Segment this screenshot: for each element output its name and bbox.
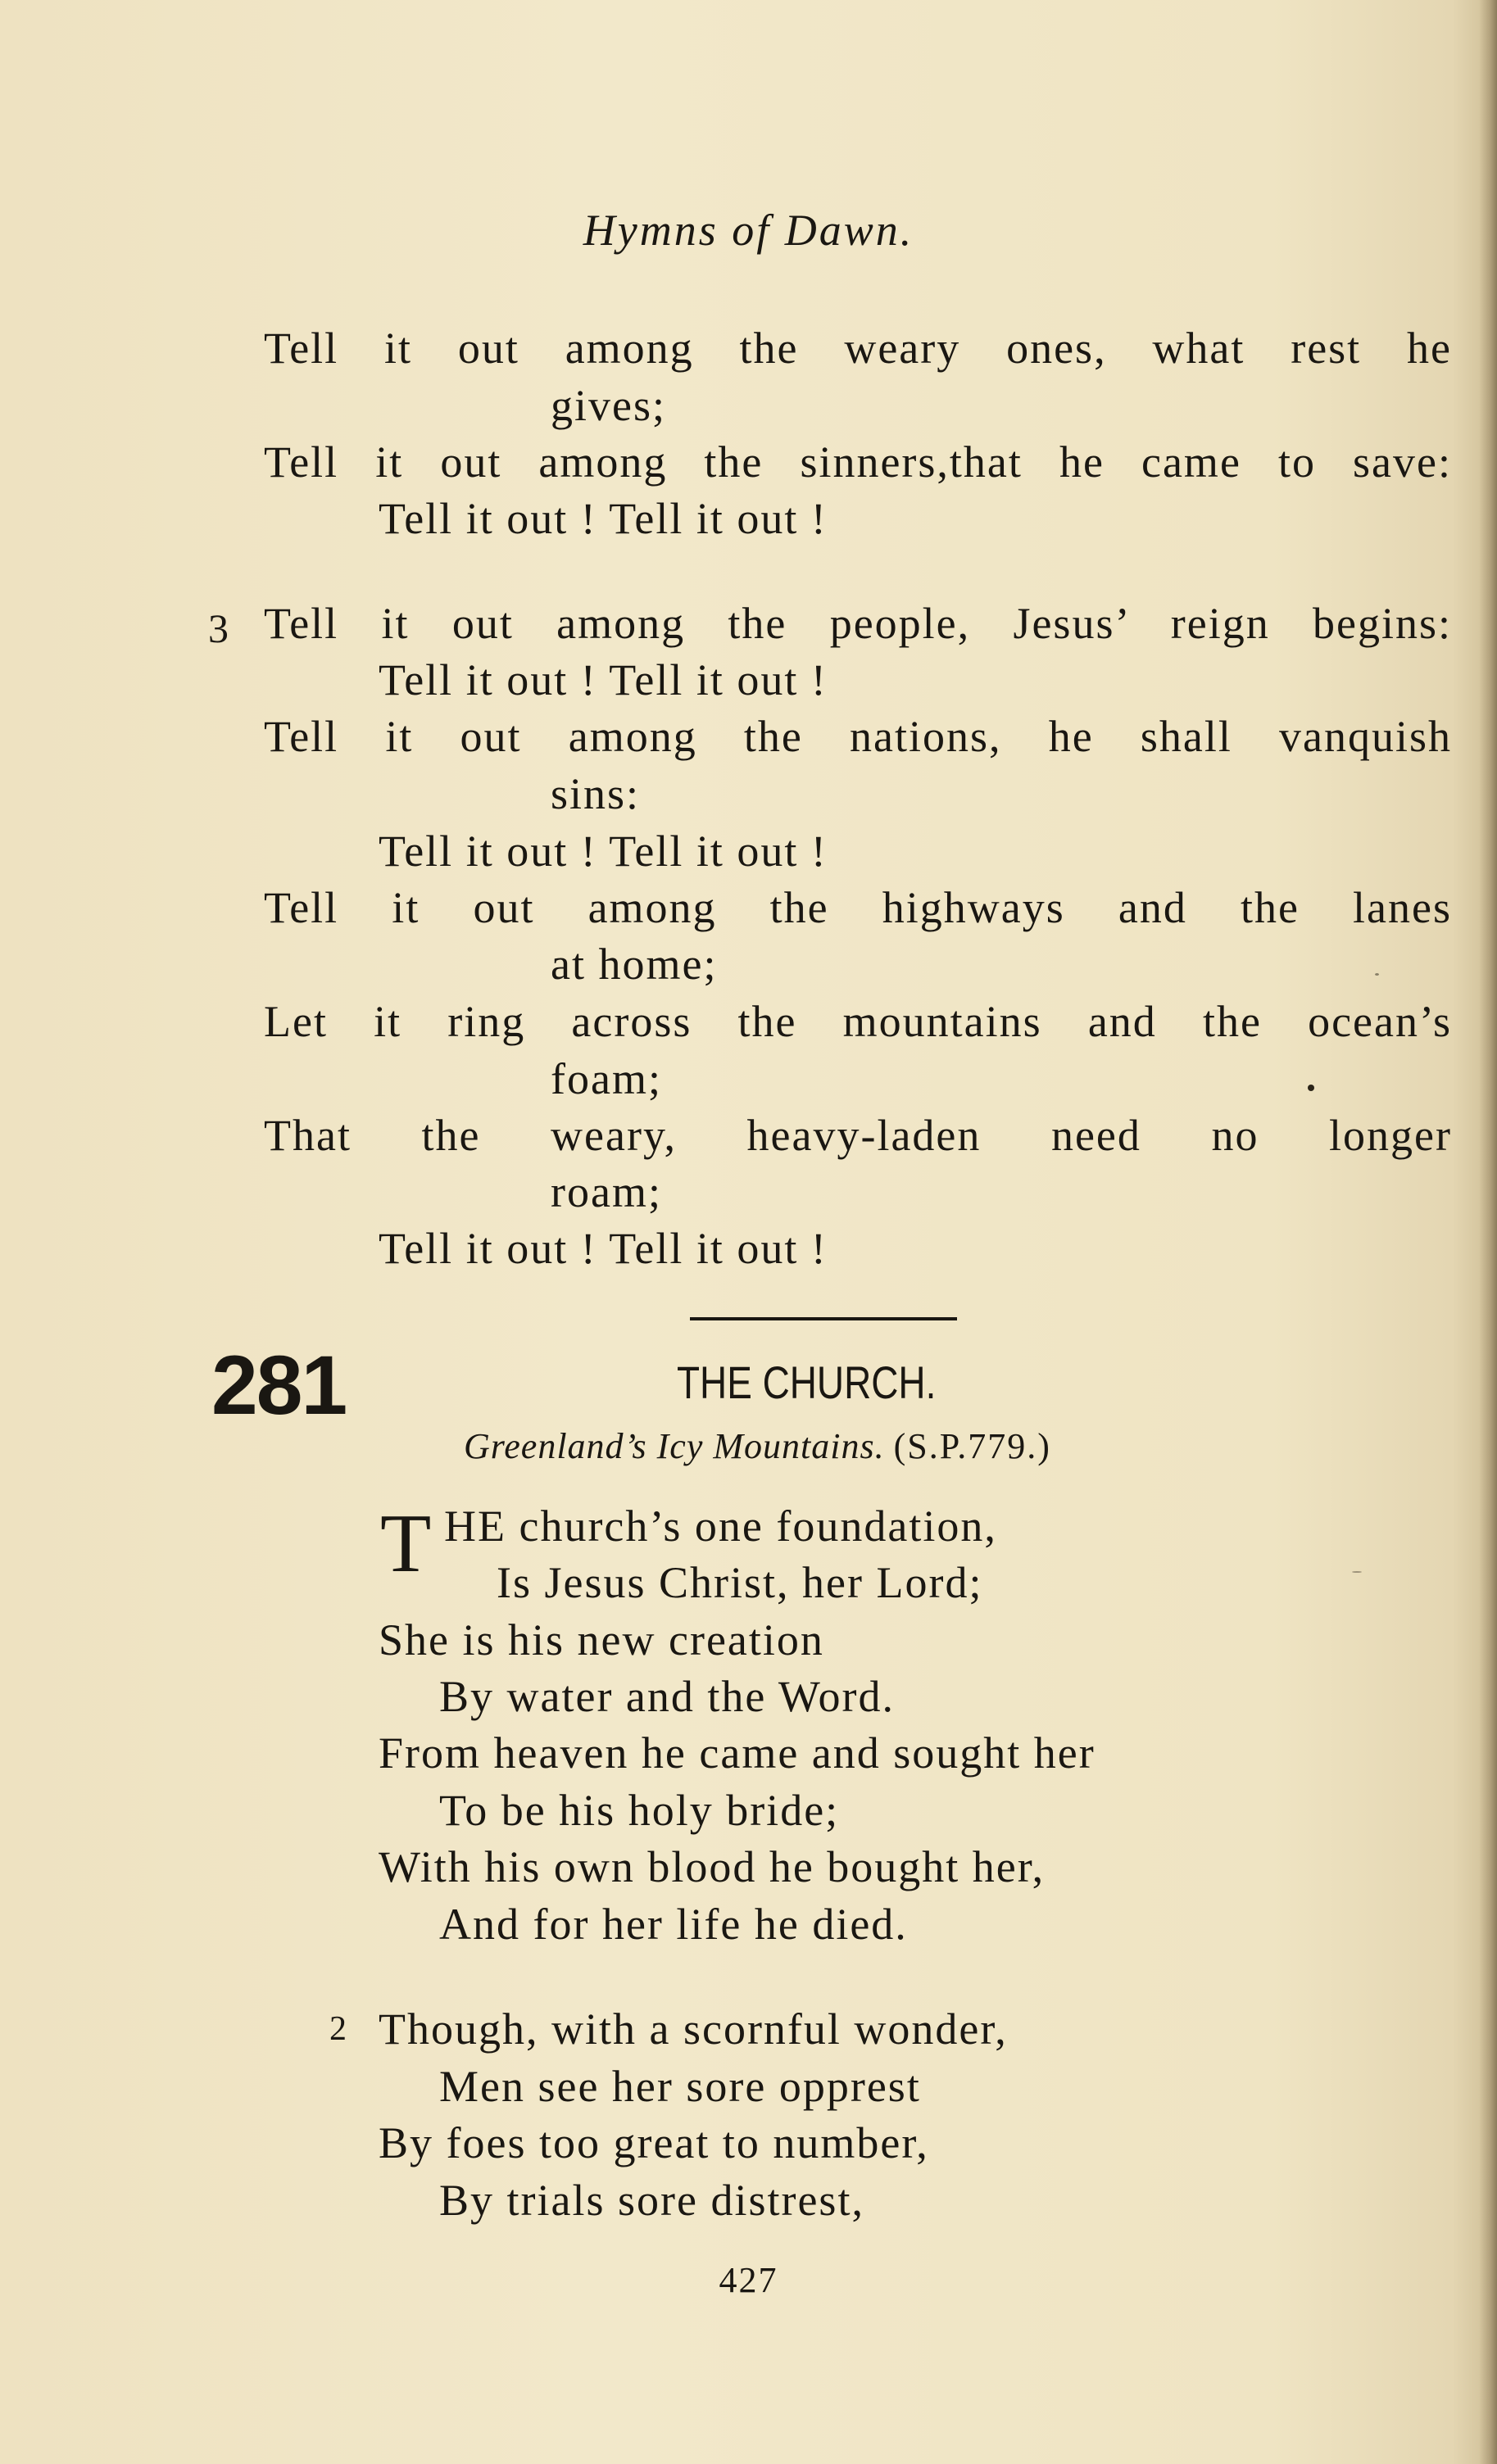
verse-line: Tell it out among the weary ones, what rest he xyxy=(264,324,1452,373)
verse-line: From heaven he came and sought her xyxy=(379,1728,1096,1778)
verse-line: With his own blood he bought her, xyxy=(379,1842,1046,1891)
page-number: 427 xyxy=(719,2260,778,2300)
verse-line: And for her life he died. xyxy=(439,1900,908,1949)
verse-line: Tell it out among the people, Jesus’ reign begins: xyxy=(264,599,1452,648)
refrain-line: Tell it out ! Tell it out ! xyxy=(379,655,828,704)
verse-line: gives; xyxy=(551,381,666,430)
verse-line: That the weary, heavy-laden need no longer xyxy=(264,1111,1452,1160)
verse-line: HE church’s one foundation, xyxy=(444,1502,997,1551)
verse-line: Tell it out among the nations, he shall vanquish xyxy=(264,712,1452,761)
verse-line: Tell it out among the highways and the lanes xyxy=(264,883,1452,932)
verse-number: 3 xyxy=(208,605,229,651)
refrain-line: Tell it out ! Tell it out ! xyxy=(379,1224,828,1273)
verse-line: foam; xyxy=(551,1054,662,1103)
refrain-line: Tell it out ! Tell it out ! xyxy=(379,827,828,876)
tune-name: Greenland’s Icy Mountains. xyxy=(464,1426,885,1466)
page-edge-shadow xyxy=(1479,0,1497,2464)
verse-line: By water and the Word. xyxy=(439,1672,896,1721)
hymn-title: THE CHURCH. xyxy=(677,1357,937,1408)
verse-line: By trials sore distrest, xyxy=(439,2176,864,2225)
hymn-number: 281 xyxy=(211,1338,347,1432)
verse-line: She is his new creation xyxy=(379,1615,824,1665)
ink-speck xyxy=(1375,973,1379,976)
ink-speck xyxy=(1352,1571,1362,1573)
running-head: Hymns of Dawn. xyxy=(583,206,914,255)
drop-cap: T xyxy=(380,1497,432,1590)
verse-line: Men see her sore opprest xyxy=(439,2062,921,2111)
verse-number: 2 xyxy=(329,2010,347,2048)
ink-speck xyxy=(1308,1085,1314,1091)
tune-line xyxy=(464,1426,1051,1466)
verse-line: Is Jesus Christ, her Lord; xyxy=(497,1558,983,1607)
verse-line: Tell it out among the sinners,that he came to save: xyxy=(264,437,1452,487)
section-divider-rule xyxy=(690,1317,957,1320)
refrain-line: Tell it out ! Tell it out ! xyxy=(379,494,828,543)
verse-line: By foes too great to number, xyxy=(379,2118,929,2167)
verse-line: To be his holy bride; xyxy=(439,1786,840,1835)
verse-line: Let it ring across the mountains and the ocean’s xyxy=(264,997,1452,1046)
tune-reference: (S.P.779.) xyxy=(893,1426,1051,1466)
verse-line: Though, with a scornful wonder, xyxy=(379,2004,1008,2054)
verse-line: sins: xyxy=(551,769,641,818)
verse-line: at home; xyxy=(551,940,718,989)
verse-line: roam; xyxy=(551,1167,662,1216)
